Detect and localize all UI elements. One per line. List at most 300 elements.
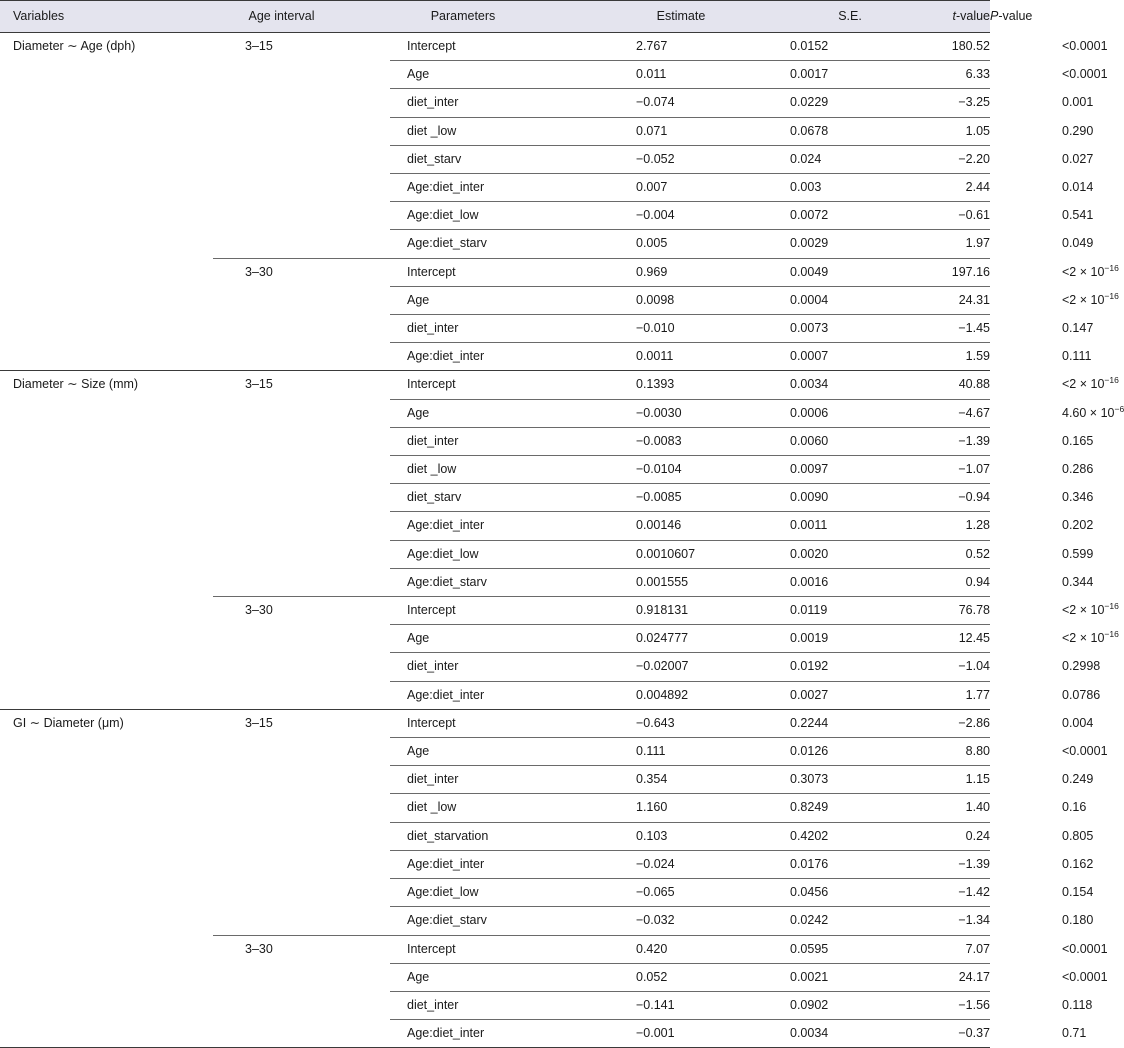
- table-row: [0, 794, 990, 822]
- cell-age-interval: [213, 738, 390, 766]
- cell-age-interval: [213, 907, 390, 935]
- cell-parameter: Age:diet_low: [390, 202, 596, 230]
- cell-se: 0.0072: [726, 202, 914, 230]
- cell-age-interval: [213, 202, 390, 230]
- cell-se: 0.0902: [726, 991, 914, 1019]
- cell-se: 0.0016: [726, 568, 914, 596]
- cell-t-value: 1.40: [914, 794, 990, 822]
- p-value-text: 0.049: [1062, 236, 1094, 251]
- cell-estimate: −0.0104: [596, 456, 726, 484]
- cell-se: 0.0595: [726, 935, 914, 963]
- cell-age-interval: [213, 935, 390, 963]
- cell-parameter: diet_inter: [390, 766, 596, 794]
- cell-parameter: Intercept: [407, 39, 456, 53]
- p-value-text: 0.162: [1062, 856, 1094, 871]
- table-row: [0, 850, 990, 878]
- cell-parameter: diet_starv: [390, 484, 596, 512]
- cell-se: 0.0152: [790, 39, 829, 53]
- p-value-text: <0.0001: [1062, 67, 1108, 82]
- age-interval-text: 3–30: [245, 603, 273, 618]
- cell-estimate: 0.024777: [596, 625, 726, 653]
- p-value-text: <2 × 10: [1062, 631, 1105, 646]
- cell-age-interval: [213, 709, 390, 737]
- cell-estimate: 0.103: [596, 822, 726, 850]
- cell-age-interval: [213, 230, 390, 258]
- cell-age-interval: [213, 850, 390, 878]
- table-row: [0, 822, 990, 850]
- cell-age-interval: [213, 512, 390, 540]
- header-t-italic: t: [952, 9, 956, 23]
- cell-t-value: −1.42: [914, 879, 990, 907]
- cell-parameter: diet_inter: [390, 427, 596, 455]
- table-row: [0, 145, 990, 173]
- cell-t-value: 24.17: [914, 963, 990, 991]
- cell-estimate: 0.0098: [596, 286, 726, 314]
- cell-age-interval: [213, 258, 390, 286]
- cell-se: 0.0678: [726, 117, 914, 145]
- cell-parameter: diet_starvation: [390, 822, 596, 850]
- cell-se: 0.0126: [726, 738, 914, 766]
- cell-parameter: diet _low: [390, 117, 596, 145]
- cell-age-interval: [213, 484, 390, 512]
- table-row: [0, 258, 990, 286]
- cell-variables: [0, 653, 213, 681]
- cell-parameter: Age: [390, 286, 596, 314]
- cell-estimate: −0.004: [596, 202, 726, 230]
- cell-t-value: 24.31: [914, 286, 990, 314]
- cell-parameter: Age: [390, 738, 596, 766]
- cell-se: 0.0007: [726, 343, 914, 371]
- p-value-text: 0.118: [1062, 997, 1093, 1012]
- cell-se: 0.0034: [726, 1020, 914, 1048]
- cell-parameter: Age: [390, 61, 596, 89]
- cell-variables: [0, 174, 213, 202]
- cell-estimate: 0.0010607: [596, 540, 726, 568]
- cell-estimate: 0.918131: [596, 597, 726, 625]
- cell-variables: [0, 850, 213, 878]
- table-row: [0, 456, 990, 484]
- p-value-text: <2 × 10: [1062, 264, 1105, 279]
- cell-age-interval: [213, 681, 390, 709]
- cell-t-value: 40.88: [914, 371, 990, 399]
- table-row: [0, 371, 990, 399]
- header-parameters: Parameters: [390, 1, 596, 33]
- cell-se: 0.0119: [726, 597, 914, 625]
- header-age-interval: Age interval: [213, 1, 390, 33]
- p-value-text: <0.0001: [1062, 744, 1108, 759]
- cell-t-value: −0.37: [914, 1020, 990, 1048]
- cell-t-value: 6.33: [914, 61, 990, 89]
- cell-age-interval: [213, 145, 390, 173]
- cell-parameter: Age:diet_inter: [390, 174, 596, 202]
- cell-parameter: Intercept: [390, 709, 596, 737]
- cell-se: 0.0017: [726, 61, 914, 89]
- p-value-text: 0.0786: [1062, 687, 1101, 702]
- cell-age-interval: [213, 1020, 390, 1048]
- cell-t-value: −1.39: [914, 427, 990, 455]
- cell-variables: [0, 202, 213, 230]
- cell-variables: [0, 907, 213, 935]
- p-value-text: 0.16: [1062, 800, 1087, 815]
- cell-age-interval: [213, 963, 390, 991]
- cell-age-interval: [213, 371, 390, 399]
- cell-t-value: 0.24: [914, 822, 990, 850]
- cell-se: 0.003: [726, 174, 914, 202]
- cell-age-interval: [213, 427, 390, 455]
- cell-t-value: 1.28: [914, 512, 990, 540]
- cell-estimate: 1.160: [596, 794, 726, 822]
- cell-t-value: −1.07: [914, 456, 990, 484]
- cell-variables: [0, 681, 213, 709]
- cell-estimate: 0.007: [596, 174, 726, 202]
- cell-parameter: Intercept: [390, 371, 596, 399]
- cell-se: 0.0021: [726, 963, 914, 991]
- cell-se: 0.0192: [726, 653, 914, 681]
- header-t-rest: -value: [955, 9, 990, 23]
- header-se: S.E.: [726, 1, 914, 33]
- cell-estimate: −0.0083: [596, 427, 726, 455]
- p-value-text: <0.0001: [1062, 969, 1108, 984]
- cell-se: 0.0027: [726, 681, 914, 709]
- cell-parameter: diet_inter: [390, 991, 596, 1019]
- cell-estimate: 2.767: [636, 39, 668, 53]
- cell-t-value: −1.34: [914, 907, 990, 935]
- header-p-italic: P: [990, 9, 999, 23]
- age-interval-text: 3–30: [245, 941, 273, 956]
- cell-t-value: −4.67: [914, 399, 990, 427]
- cell-se: 0.2244: [726, 709, 914, 737]
- cell-variables: [0, 540, 213, 568]
- cell-parameter: diet_inter: [390, 653, 596, 681]
- p-value-text: <0.0001: [1062, 941, 1108, 956]
- cell-variables: [0, 145, 213, 173]
- cell-estimate: 0.011: [596, 61, 726, 89]
- cell-se: 0.0020: [726, 540, 914, 568]
- cell-age-interval: [213, 174, 390, 202]
- cell-estimate: −0.141: [596, 991, 726, 1019]
- p-value-exponent: −16: [1104, 262, 1119, 273]
- age-interval-text: 3–30: [245, 264, 273, 279]
- cell-parameter: Age:diet_inter: [390, 343, 596, 371]
- header-estimate: Estimate: [596, 1, 726, 33]
- p-value-text: 4.60 × 10: [1062, 405, 1115, 420]
- p-value-exponent: −16: [1104, 375, 1119, 386]
- cell-variables: [0, 597, 213, 625]
- cell-se: 0.0049: [726, 258, 914, 286]
- p-value-text: 0.71: [1062, 1026, 1087, 1041]
- p-value-text: 0.001: [1062, 95, 1094, 110]
- cell-age-interval: [213, 794, 390, 822]
- p-value-exponent: −6: [1114, 403, 1124, 414]
- p-value-exponent: −16: [1104, 601, 1119, 612]
- cell-parameter: Age:diet_inter: [390, 681, 596, 709]
- cell-se: 0.0229: [726, 89, 914, 117]
- table-row: [0, 568, 990, 596]
- table-row: [0, 202, 990, 230]
- p-value-text: <2 × 10: [1062, 292, 1105, 307]
- table-row: [0, 625, 990, 653]
- cell-variables: GI ∼ Diameter (μm): [0, 709, 213, 737]
- cell-age-interval: [213, 879, 390, 907]
- cell-age-interval: [213, 456, 390, 484]
- cell-t-value: 1.97: [914, 230, 990, 258]
- p-value-text: 0.599: [1062, 546, 1094, 561]
- cell-parameter: Age: [390, 963, 596, 991]
- cell-se: 0.0006: [726, 399, 914, 427]
- cell-estimate: −0.643: [596, 709, 726, 737]
- header-p-rest: -value: [998, 9, 1033, 23]
- cell-estimate: 0.00146: [596, 512, 726, 540]
- table-row: [0, 315, 990, 343]
- cell-t-value: −1.39: [914, 850, 990, 878]
- p-value-text: 0.541: [1062, 208, 1094, 223]
- cell-estimate: −0.032: [596, 907, 726, 935]
- cell-estimate: −0.02007: [596, 653, 726, 681]
- cell-estimate: −0.065: [596, 879, 726, 907]
- cell-estimate: −0.0085: [596, 484, 726, 512]
- p-value-text: 0.180: [1062, 913, 1094, 928]
- table-row: [0, 117, 990, 145]
- age-interval-text: 3–15: [245, 377, 273, 392]
- cell-estimate: 0.001555: [596, 568, 726, 596]
- p-value-text: <0.0001: [1062, 39, 1108, 53]
- table-row: [0, 399, 990, 427]
- cell-se: 0.3073: [726, 766, 914, 794]
- table-row: [0, 879, 990, 907]
- table-row: [0, 597, 990, 625]
- table-row: [0, 427, 990, 455]
- cell-variables: [0, 89, 213, 117]
- cell-t-value: 1.59: [914, 343, 990, 371]
- table-row: [0, 935, 990, 963]
- table-row: [0, 540, 990, 568]
- table-row: [0, 89, 990, 117]
- p-value-text: 0.2998: [1062, 659, 1101, 674]
- p-value-text: 0.249: [1062, 772, 1094, 787]
- p-value-text: 0.202: [1062, 518, 1094, 533]
- cell-t-value: 1.15: [914, 766, 990, 794]
- cell-age-interval: [213, 568, 390, 596]
- table-row: [0, 738, 990, 766]
- cell-t-value: 0.94: [914, 568, 990, 596]
- header-variables: Variables: [0, 1, 213, 33]
- p-value-text: <2 × 10: [1062, 603, 1105, 618]
- cell-se: 0.0011: [726, 512, 914, 540]
- cell-age-interval: [213, 117, 390, 145]
- table-row: [0, 963, 990, 991]
- cell-parameter: Intercept: [390, 935, 596, 963]
- cell-variables: [0, 794, 213, 822]
- cell-estimate: 0.005: [596, 230, 726, 258]
- cell-variables: [0, 427, 213, 455]
- cell-se: 0.0242: [726, 907, 914, 935]
- cell-t-value: −1.45: [914, 315, 990, 343]
- cell-age-interval: [213, 766, 390, 794]
- cell-variables: [0, 117, 213, 145]
- cell-variables: [0, 738, 213, 766]
- cell-parameter: diet_starv: [390, 145, 596, 173]
- cell-variables: [0, 822, 213, 850]
- cell-parameter: diet_inter: [390, 89, 596, 117]
- cell-t-value: 0.52: [914, 540, 990, 568]
- cell-t-value: 197.16: [914, 258, 990, 286]
- cell-t-value: 2.44: [914, 174, 990, 202]
- cell-variables: [0, 456, 213, 484]
- cell-variables: [0, 315, 213, 343]
- cell-se: 0.0034: [726, 371, 914, 399]
- cell-parameter: diet_inter: [390, 315, 596, 343]
- p-value-text: 0.286: [1062, 462, 1094, 477]
- cell-t-value: 1.77: [914, 681, 990, 709]
- cell-variables: [0, 512, 213, 540]
- cell-parameter: Age:diet_starv: [390, 230, 596, 258]
- p-value-text: 0.004: [1062, 715, 1094, 730]
- cell-parameter: Age:diet_inter: [390, 1020, 596, 1048]
- table-row: [0, 33, 990, 61]
- p-value-text: 0.147: [1062, 321, 1094, 336]
- cell-estimate: −0.0030: [596, 399, 726, 427]
- header-t-value: [914, 1, 990, 33]
- cell-t-value: −0.94: [914, 484, 990, 512]
- cell-estimate: −0.052: [596, 145, 726, 173]
- cell-estimate: −0.074: [596, 89, 726, 117]
- cell-age-interval: [213, 61, 390, 89]
- cell-estimate: 0.111: [596, 738, 726, 766]
- table-row: [0, 286, 990, 314]
- cell-parameter: Age:diet_inter: [390, 512, 596, 540]
- cell-variables: [0, 879, 213, 907]
- age-interval-text: 3–15: [245, 715, 273, 730]
- table-row: [0, 709, 990, 737]
- header-row: [0, 1, 990, 33]
- cell-variables: [0, 766, 213, 794]
- table-row: [0, 991, 990, 1019]
- cell-variables: [0, 625, 213, 653]
- cell-t-value: 76.78: [914, 597, 990, 625]
- cell-estimate: 0.0011: [596, 343, 726, 371]
- cell-estimate: −0.001: [596, 1020, 726, 1048]
- cell-parameter: Intercept: [390, 597, 596, 625]
- cell-variables: [0, 963, 213, 991]
- cell-parameter: Age:diet_starv: [390, 568, 596, 596]
- cell-age-interval: [213, 33, 390, 61]
- table-row: [0, 907, 990, 935]
- cell-parameter: Age: [390, 399, 596, 427]
- table-row: [0, 174, 990, 202]
- p-value-text: 0.111: [1062, 349, 1092, 364]
- table-row: [0, 681, 990, 709]
- table-row: [0, 653, 990, 681]
- p-value-text: 0.805: [1062, 828, 1094, 843]
- cell-age-interval: [213, 625, 390, 653]
- cell-t-value: 12.45: [914, 625, 990, 653]
- cell-se: 0.0004: [726, 286, 914, 314]
- cell-age-interval: [213, 399, 390, 427]
- cell-estimate: −0.010: [596, 315, 726, 343]
- cell-variables: [0, 568, 213, 596]
- cell-parameter: diet _low: [390, 794, 596, 822]
- cell-estimate: 0.420: [596, 935, 726, 963]
- cell-t-value: −3.25: [914, 89, 990, 117]
- p-value-text: 0.165: [1062, 433, 1094, 448]
- table-row: [0, 484, 990, 512]
- cell-variables: Diameter ∼ Age (dph): [13, 39, 136, 53]
- cell-t-value: −2.86: [914, 709, 990, 737]
- cell-age-interval: [213, 89, 390, 117]
- cell-variables: [0, 1020, 213, 1048]
- p-value-text: 0.014: [1062, 180, 1094, 195]
- cell-estimate: −0.024: [596, 850, 726, 878]
- cell-t-value: 1.05: [914, 117, 990, 145]
- cell-se: 0.0456: [726, 879, 914, 907]
- cell-age-interval: [213, 286, 390, 314]
- cell-t-value: 7.07: [914, 935, 990, 963]
- cell-parameter: Age:diet_starv: [390, 907, 596, 935]
- cell-parameter: Intercept: [390, 258, 596, 286]
- cell-t-value: −1.04: [914, 653, 990, 681]
- cell-se: 0.0060: [726, 427, 914, 455]
- cell-se: 0.0090: [726, 484, 914, 512]
- cell-age-interval: [213, 540, 390, 568]
- p-value-text: <2 × 10: [1062, 377, 1105, 392]
- p-value-text: 0.027: [1062, 151, 1094, 166]
- table-row: [0, 766, 990, 794]
- p-value-text: 0.290: [1062, 123, 1094, 138]
- cell-age-interval: [213, 597, 390, 625]
- cell-estimate: 0.1393: [596, 371, 726, 399]
- p-value-exponent: −16: [1104, 629, 1119, 640]
- cell-se: 0.0029: [726, 230, 914, 258]
- cell-estimate: 0.052: [596, 963, 726, 991]
- cell-se: 0.0019: [726, 625, 914, 653]
- cell-parameter: Age:diet_low: [390, 540, 596, 568]
- cell-parameter: diet _low: [390, 456, 596, 484]
- table-row: [0, 343, 990, 371]
- cell-variables: [0, 258, 213, 286]
- cell-t-value: −2.20: [914, 145, 990, 173]
- table-row: [0, 1020, 990, 1048]
- cell-age-interval: [213, 822, 390, 850]
- cell-se: 0.0176: [726, 850, 914, 878]
- cell-age-interval: [213, 343, 390, 371]
- p-value-exponent: −16: [1104, 290, 1119, 301]
- cell-parameter: Age:diet_low: [390, 879, 596, 907]
- cell-age-interval: [213, 315, 390, 343]
- cell-parameter: Age: [390, 625, 596, 653]
- p-value-text: 0.154: [1062, 885, 1094, 900]
- cell-se: 0.024: [726, 145, 914, 173]
- p-value-text: 0.344: [1062, 574, 1094, 589]
- cell-t-value: −1.56: [914, 991, 990, 1019]
- cell-estimate: 0.004892: [596, 681, 726, 709]
- p-value-text: 0.346: [1062, 490, 1094, 505]
- cell-variables: [0, 484, 213, 512]
- cell-variables: [0, 286, 213, 314]
- table-row: [0, 230, 990, 258]
- cell-t-value: −0.61: [914, 202, 990, 230]
- cell-age-interval: [213, 653, 390, 681]
- cell-variables: [0, 935, 213, 963]
- cell-se: 0.0073: [726, 315, 914, 343]
- cell-variables: [0, 399, 213, 427]
- cell-se: 0.8249: [726, 794, 914, 822]
- age-interval-text: 3–15: [245, 39, 273, 53]
- cell-estimate: 0.071: [596, 117, 726, 145]
- cell-estimate: 0.354: [596, 766, 726, 794]
- cell-se: 0.4202: [726, 822, 914, 850]
- cell-variables: [0, 61, 213, 89]
- cell-variables: Diameter ∼ Size (mm): [0, 371, 213, 399]
